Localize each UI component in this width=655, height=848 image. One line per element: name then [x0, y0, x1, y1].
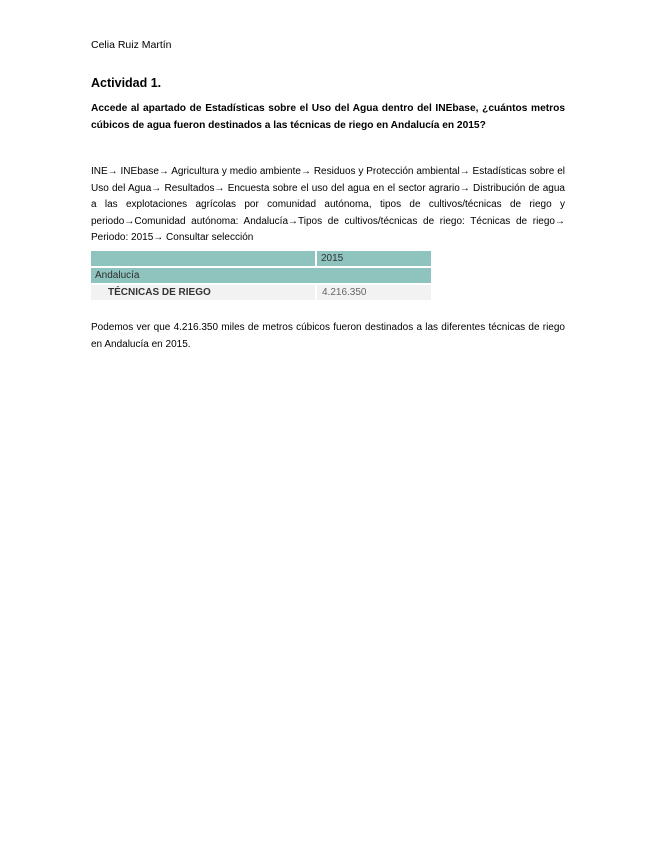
table-region-label: Andalucía: [91, 267, 431, 284]
result-table: [91, 251, 431, 300]
table-row-value: 4.216.350: [316, 284, 431, 300]
conclusion-text: Podemos ver que 4.216.350 miles de metros cúbicos fueron destinados a las diferentes técnicas de riego en Andalucía en 2015.: [91, 322, 565, 350]
table-header-empty-cell: [91, 251, 316, 267]
table-year-header: 2015: [316, 251, 431, 267]
table-region-row: [91, 267, 431, 284]
question-text: Accede al apartado de Estadísticas sobre el Uso del Agua dentro del INEbase, ¿cuántos metros cúbicos de agua fueron destinados a las técnicas de riego en Andalucía en 2015?: [91, 103, 565, 131]
table-row-label: TÉCNICAS DE RIEGO: [91, 284, 316, 300]
activity-heading: Actividad 1.: [91, 76, 162, 90]
navigation-path-text: INE→ INEbase→ Agricultura y medio ambiente→ Residuos y Protección ambiental→ Estadísticas sobre el Uso del Agua→ Resultados→ Encuesta sobre el uso del agua en el sector agrario→ Distribución de agua a las explotaciones agrícolas por comunidad autónoma, tipos de cultivos/técnicas de riego y periodo→Comunidad autónoma: Andalucía→Tipos de cultivos/técnicas de riego: Técnicas de riego→ Periodo: 2015→ Consultar selección: [91, 166, 565, 243]
author-name: Celia Ruiz Martín: [91, 39, 172, 51]
table-row: [91, 284, 431, 300]
table-header-row: [91, 251, 431, 267]
